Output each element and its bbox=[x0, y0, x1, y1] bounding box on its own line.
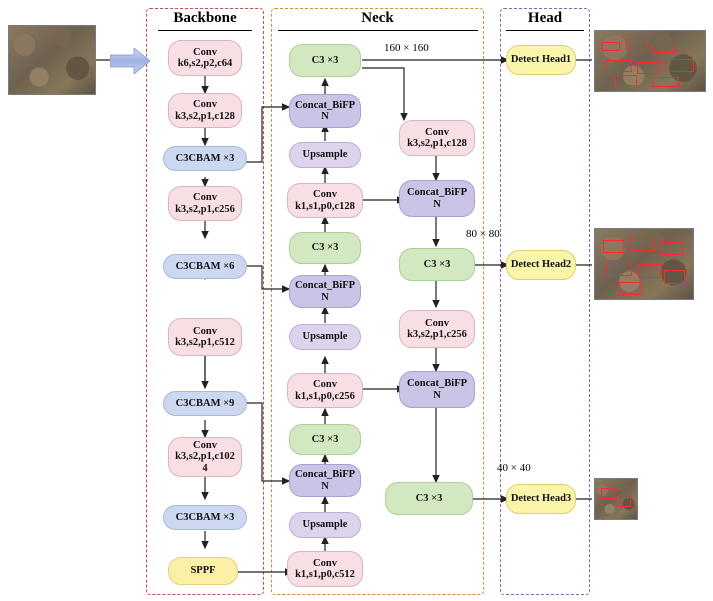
node-line: k1,s1,p0,c512 bbox=[295, 569, 355, 580]
node-line: k3,s2,p1,c128 bbox=[407, 138, 467, 149]
neck-concat-bifpn-n3[interactable] bbox=[289, 464, 361, 497]
node-line: Conv bbox=[425, 317, 449, 329]
node-line: k3,s2,p1,c102 bbox=[175, 451, 235, 463]
node-line: C3 ×3 bbox=[415, 492, 443, 504]
input-image bbox=[8, 25, 96, 95]
node-line: N bbox=[433, 389, 441, 401]
panel-title-neck: Neck bbox=[361, 10, 394, 26]
neck-concat-bifpn-right-2[interactable] bbox=[399, 371, 475, 408]
input-arrow-icon bbox=[110, 48, 150, 74]
backbone-conv-k3s2p1c512[interactable] bbox=[168, 318, 242, 356]
neck-concat-bifpn-n1[interactable] bbox=[289, 94, 361, 128]
node-line: C3 ×3 bbox=[423, 258, 451, 270]
scale-label-40: 40 × 40 bbox=[497, 462, 531, 474]
node-line: C3 ×3 bbox=[311, 54, 339, 66]
node-line: N bbox=[321, 111, 329, 122]
node-line: C3CBAM ×3 bbox=[175, 511, 235, 523]
node-line: Detect Head1 bbox=[510, 54, 572, 66]
backbone-conv-k6s2p2c64[interactable] bbox=[168, 40, 242, 76]
neck-c3-x3-right-2[interactable] bbox=[385, 482, 473, 515]
panel-title-head: Head bbox=[527, 10, 563, 26]
node-line: Detect Head2 bbox=[510, 259, 572, 271]
neck-c3-x3-right-1[interactable] bbox=[399, 248, 475, 281]
node-line: Conv bbox=[193, 439, 217, 451]
backbone-c3cbam-x3[interactable] bbox=[163, 146, 247, 171]
neck-concat-bifpn-right-1[interactable] bbox=[399, 180, 475, 217]
output-image-head2 bbox=[594, 228, 694, 300]
node-line: Conv bbox=[425, 126, 449, 138]
node-line: N bbox=[321, 291, 329, 303]
detect-head-1[interactable] bbox=[506, 45, 576, 75]
neck-upsample-n3[interactable] bbox=[289, 512, 361, 538]
backbone-c3cbam-x6[interactable] bbox=[163, 254, 247, 279]
node-line: Upsample bbox=[302, 331, 348, 343]
node-line: k1,s1,p0,c256 bbox=[295, 390, 355, 402]
panel-title-backbone: Backbone bbox=[173, 10, 237, 26]
neck-concat-bifpn-n2[interactable] bbox=[289, 275, 361, 308]
neck-upsample-n2[interactable] bbox=[289, 324, 361, 350]
neck-upsample-n1[interactable] bbox=[289, 142, 361, 168]
node-line: k1,s1,p0,c128 bbox=[295, 200, 355, 212]
neck-c3-x3-n1[interactable] bbox=[289, 44, 361, 77]
neck-conv-k3s2p1c128-right[interactable] bbox=[399, 120, 475, 156]
detect-head-3[interactable] bbox=[506, 484, 576, 514]
detect-head-2[interactable] bbox=[506, 250, 576, 280]
backbone-conv-k3s2p1c256[interactable] bbox=[168, 186, 242, 221]
node-line: k3,s2,p1,c512 bbox=[175, 337, 235, 348]
neck-c3-x3-n2[interactable] bbox=[289, 232, 361, 264]
node-line: Detect Head3 bbox=[510, 493, 572, 505]
node-line: Conv bbox=[193, 192, 217, 203]
panel-title-rule-head bbox=[506, 30, 584, 31]
node-line: N bbox=[433, 198, 441, 210]
node-line: k3,s2,p1,c256 bbox=[175, 203, 235, 215]
neck-c3-x3-n3[interactable] bbox=[289, 424, 361, 455]
node-line: N bbox=[321, 480, 329, 492]
node-line: k3,s2,p1,c256 bbox=[407, 329, 467, 340]
neck-conv-k1s1p0c512[interactable] bbox=[287, 551, 363, 587]
node-line: Upsample bbox=[302, 519, 348, 531]
node-line: Conv bbox=[313, 379, 337, 390]
node-line: Upsample bbox=[302, 149, 348, 161]
node-line: Concat_BiFP bbox=[406, 187, 468, 198]
panel-title-rule-neck bbox=[278, 30, 478, 31]
neck-conv-k3s2p1c256-right[interactable] bbox=[399, 310, 475, 348]
node-line: Conv bbox=[193, 46, 217, 58]
backbone-sppf[interactable] bbox=[168, 557, 238, 585]
node-line: C3 ×3 bbox=[311, 242, 339, 254]
output-image-head1 bbox=[594, 30, 706, 92]
neck-conv-k1s1p0c256[interactable] bbox=[287, 373, 363, 408]
node-line: k6,s2,p2,c64 bbox=[177, 58, 233, 69]
node-line: C3 ×3 bbox=[311, 433, 339, 445]
node-line: Concat_BiFP bbox=[406, 378, 468, 389]
backbone-conv-k3s2p1c1024[interactable] bbox=[168, 437, 242, 477]
backbone-conv-k3s2p1c128[interactable] bbox=[168, 93, 242, 128]
node-line: Conv bbox=[193, 99, 217, 110]
node-line: C3CBAM ×9 bbox=[175, 397, 235, 409]
scale-label-160: 160 × 160 bbox=[384, 42, 429, 54]
node-line: C3CBAM ×3 bbox=[175, 152, 235, 164]
node-line: C3CBAM ×6 bbox=[175, 260, 235, 272]
backbone-c3cbam-x9[interactable] bbox=[163, 391, 247, 416]
node-line: k3,s2,p1,c128 bbox=[175, 110, 235, 122]
node-line: 4 bbox=[202, 462, 208, 474]
node-line: Concat_BiFP bbox=[294, 469, 356, 480]
node-line: Concat_BiFP bbox=[294, 99, 356, 111]
neck-conv-k1s1p0c128[interactable] bbox=[287, 183, 363, 218]
node-line: Conv bbox=[193, 325, 217, 337]
node-line: SPPF bbox=[190, 565, 216, 577]
scale-label-80: 80 × 80 bbox=[466, 228, 500, 240]
output-image-head3 bbox=[594, 478, 638, 520]
backbone-c3cbam-x3-b[interactable] bbox=[163, 505, 247, 530]
node-line: Conv bbox=[313, 189, 337, 200]
panel-title-rule-backbone bbox=[158, 30, 252, 31]
node-line: Concat_BiFP bbox=[294, 280, 356, 291]
node-line: Conv bbox=[313, 557, 337, 569]
